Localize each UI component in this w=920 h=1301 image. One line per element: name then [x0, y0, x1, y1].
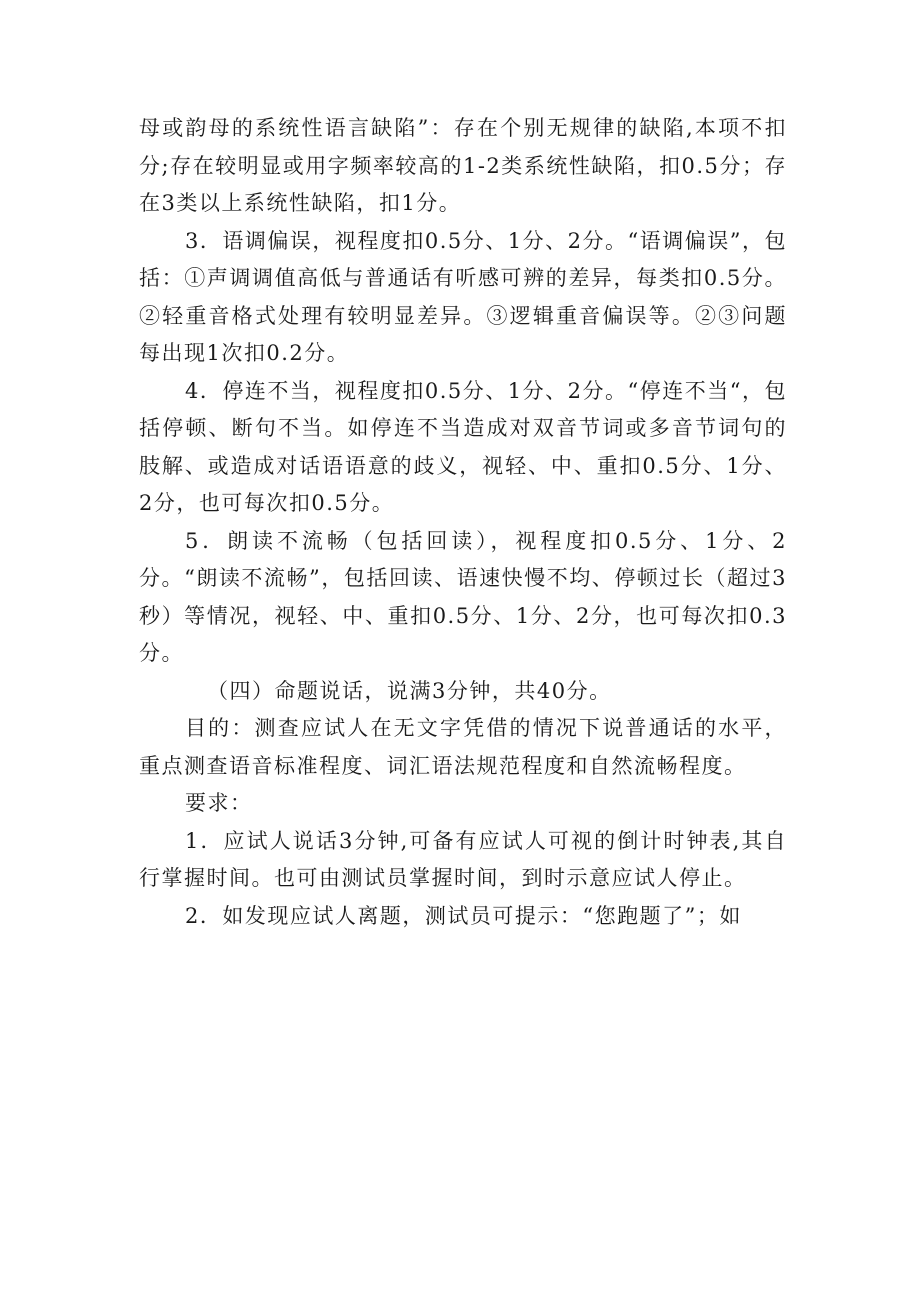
paragraph-2: 3．语调偏误，视程度扣0.5分、1分、2分。“语调偏误”，包括：①声调调值高低与普通话有听感可辨的差异，每类扣0.5分。②轻重音格式处理有较明显差异。③逻辑重音偏误等。②③问题每出现1次扣0.2分。 — [139, 228, 787, 365]
paragraph-requirement-2: 2．如发现应试人离题，测试员可提示：“您跑题了”；如 — [185, 903, 742, 928]
section-heading: （四）命题说话，说满3分钟，共40分。 — [207, 678, 612, 703]
paragraph-4: 5．朗读不流畅（包括回读），视程度扣0.5分、1分、2分。“朗读不流畅”，包括回读、语速快慢不均、停顿过长（超过3秒）等情况，视轻、中、重扣0.5分、1分、2分，也可每次扣0.3分。 — [139, 528, 787, 665]
paragraph-requirements-label: 要求： — [185, 791, 253, 815]
paragraph-1: 母或韵母的系统性语言缺陷”：存在个别无规律的缺陷,本项不扣分;存在较明显或用字频率较高的1-2类系统性缺陷，扣0.5分；存在3类以上系统性缺陷，扣1分。 — [139, 116, 787, 215]
paragraph-requirement-1: 1．应试人说话3分钟,可备有应试人可视的倒计时钟表,其自行掌握时间。也可由测试员掌握时间，到时示意应试人停止。 — [139, 828, 787, 890]
paragraph-purpose: 目的：测查应试人在无文字凭借的情况下说普通话的水平，重点测查语音标准程度、词汇语法规范程度和自然流畅程度。 — [139, 716, 787, 778]
document-body — [139, 110, 787, 935]
paragraph-3: 4．停连不当，视程度扣0.5分、1分、2分。“停连不当“，包括停顿、断句不当。如停连不当造成对双音节词或多音节词句的肢解、或造成对话语语意的歧义，视轻、中、重扣0.5分、1分、2分，也可每次扣0.5分。 — [139, 378, 787, 515]
